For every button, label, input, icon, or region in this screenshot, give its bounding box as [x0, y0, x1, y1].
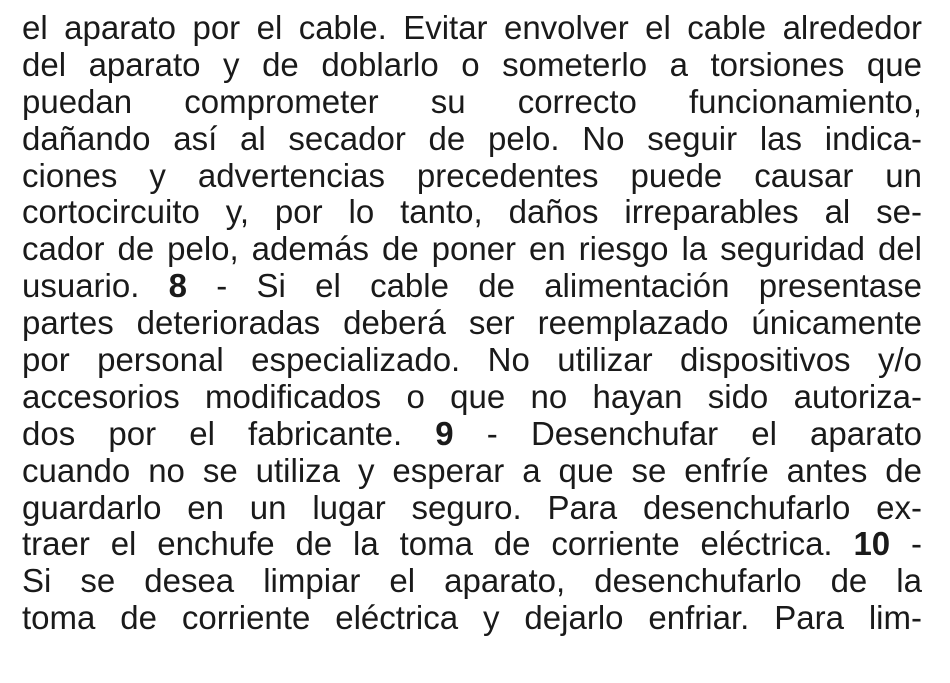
text-line: guardarlo en un lugar seguro. Para desenchufarlo ex- [22, 488, 922, 526]
text-line: cador de pelo, además de poner en riesgo la seguridad del [22, 230, 922, 268]
text-line: Si se desea limpiar el aparato, desenchufarlo de la [22, 562, 922, 600]
text-line: por personal especializado. No utilizar dispositivos y/o [22, 341, 922, 379]
text-line: cortocircuito y, por lo tanto, daños irreparables al se- [22, 193, 922, 231]
item-number: 9 [435, 414, 454, 452]
text-line: del aparato y de doblarlo o someterlo a torsiones que [22, 45, 922, 83]
item-number: 8 [168, 267, 188, 305]
text-line: dos por el fabricante. 9 - Desenchufar el aparato [22, 414, 922, 452]
document-page [22, 10, 922, 637]
text-line: puedan comprometer su correcto funcionamiento, [22, 82, 922, 120]
text-line: partes deterioradas deberá ser reemplazado únicamente [22, 304, 922, 342]
text-line: traer el enchufe de la toma de corriente eléctrica. 10 - [22, 525, 922, 563]
text-line: usuario. 8 - Si el cable de alimentación presentase [22, 267, 922, 305]
text-line: cuando no se utiliza y esperar a que se enfríe antes de [22, 451, 922, 489]
text-line: el aparato por el cable. Evitar envolver el cable alrededor [22, 9, 922, 46]
item-number: 10 [853, 525, 891, 563]
text-line: toma de corriente eléctrica y dejarlo enfriar. Para lim- [22, 599, 922, 637]
text-line: accesorios modificados o que no hayan sido autoriza- [22, 377, 922, 415]
text-line: ciones y advertencias precedentes puede causar un [22, 156, 922, 194]
text-line: dañando así al secador de pelo. No seguir las indica- [22, 119, 922, 157]
